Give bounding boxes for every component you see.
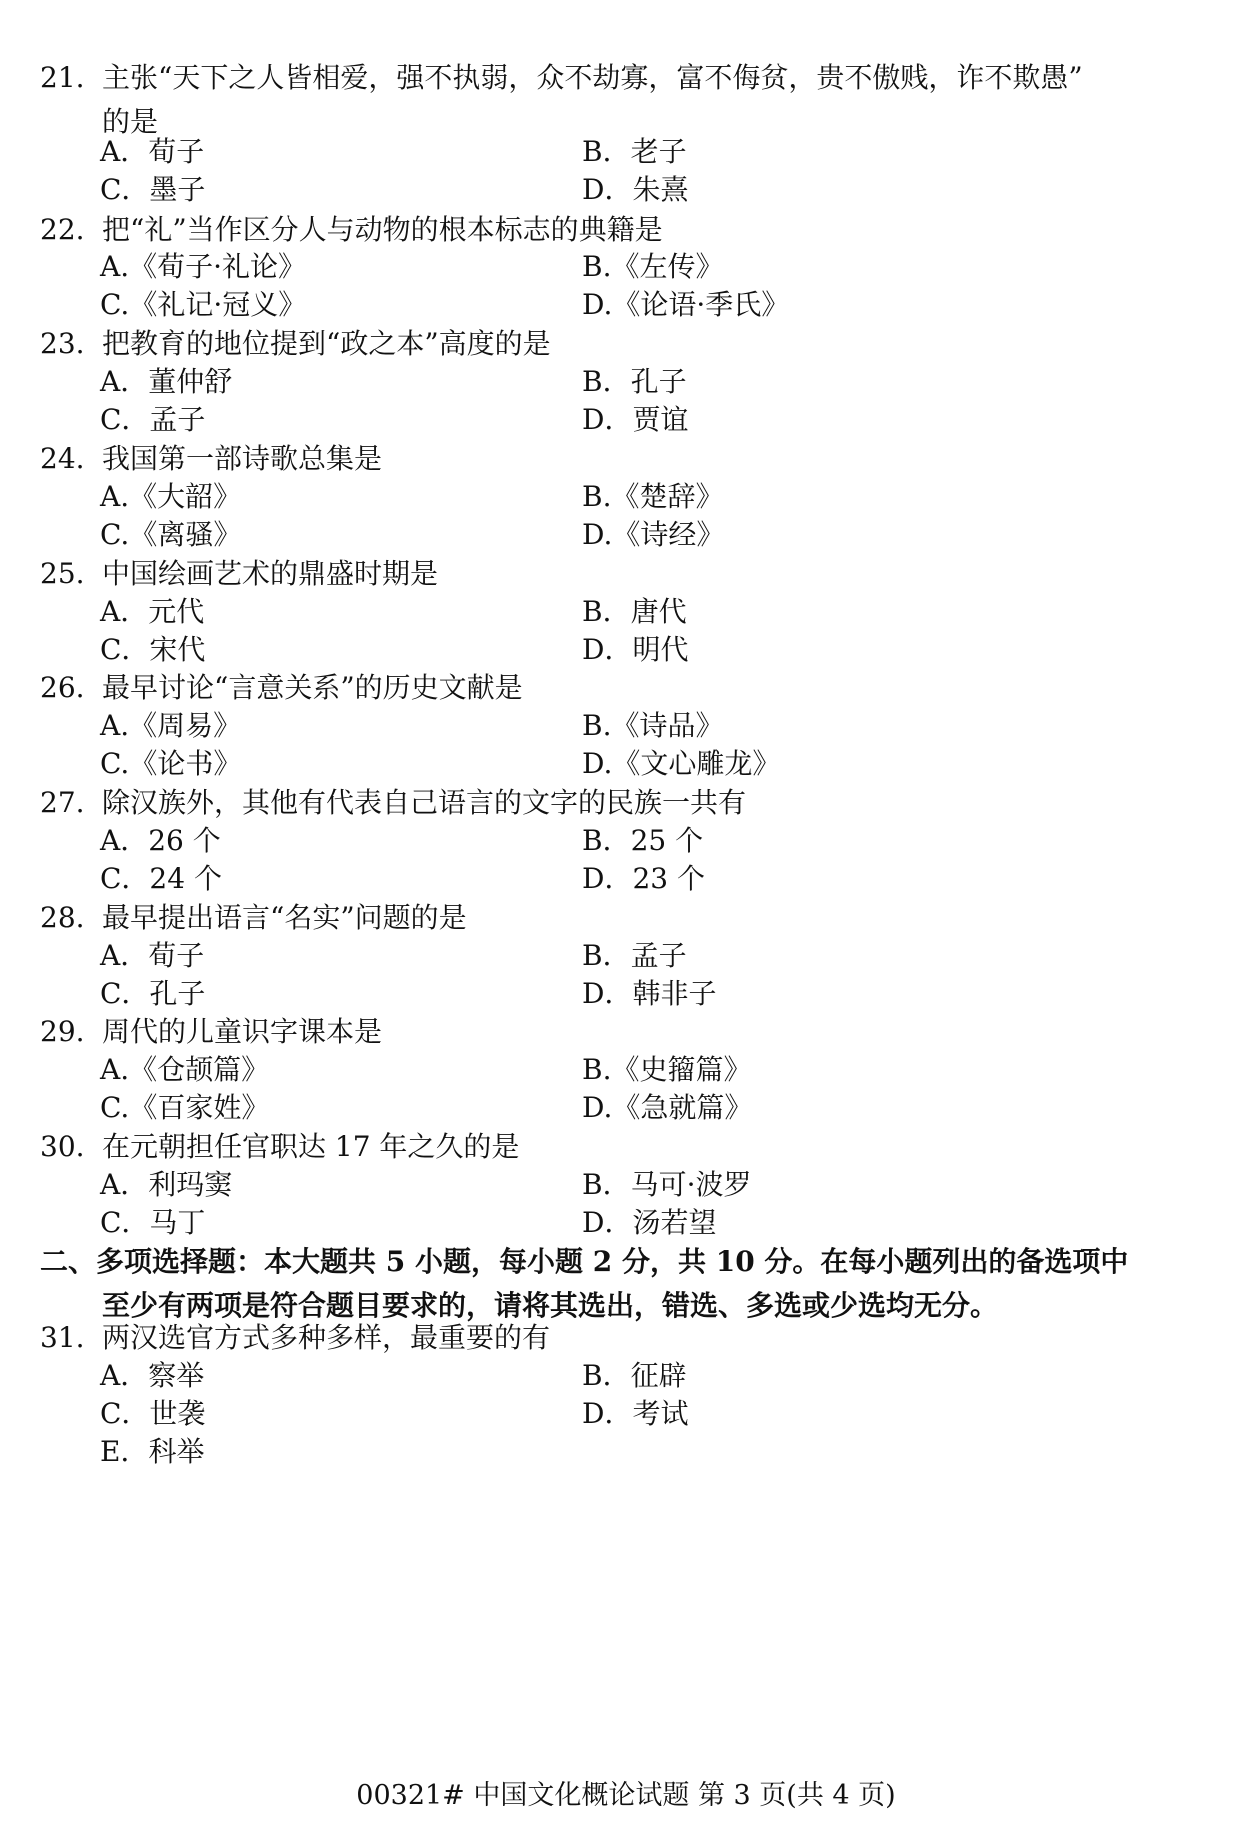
option-d[interactable]: D．23 个: [582, 862, 705, 895]
question-stem: 中国绘画艺术的鼎盛时期是: [102, 557, 439, 590]
option-a[interactable]: A．元代: [100, 595, 205, 628]
option-c[interactable]: C.《礼记·冠义》: [100, 288, 307, 321]
question-stem: 周代的儿童识字课本是: [102, 1015, 383, 1048]
option-a[interactable]: A.《周易》: [100, 709, 242, 742]
question-number: 22.: [40, 213, 85, 246]
question-number: 28.: [40, 901, 85, 934]
option-a[interactable]: A.《仓颉篇》: [100, 1053, 270, 1086]
option-c[interactable]: C．马丁: [100, 1206, 206, 1239]
option-d[interactable]: D．汤若望: [582, 1206, 717, 1239]
option-b[interactable]: B．孔子: [582, 365, 687, 398]
section-heading-multiple-choice: [40, 1240, 1200, 1328]
option-b[interactable]: B．老子: [582, 135, 687, 168]
page-footer: 00321# 中国文化概论试题 第 3 页(共 4 页): [356, 1780, 896, 1811]
option-c[interactable]: C．24 个: [100, 862, 222, 895]
option-c[interactable]: C．宋代: [100, 633, 206, 666]
option-a[interactable]: A.《荀子·礼论》: [100, 250, 307, 283]
question-stem: 我国第一部诗歌总集是: [102, 442, 383, 475]
option-a[interactable]: A．察举: [100, 1359, 205, 1392]
option-c[interactable]: C.《论书》: [100, 747, 242, 780]
option-c[interactable]: C．世袭: [100, 1397, 206, 1430]
question-number: 29.: [40, 1015, 85, 1048]
option-b[interactable]: B.《左传》: [582, 250, 724, 283]
section-heading-line-2: 至少有两项是符合题目要求的，请将其选出，错选、多选或少选均无分。: [102, 1289, 999, 1322]
option-b[interactable]: B．征辟: [582, 1359, 687, 1392]
option-a[interactable]: A．荀子: [100, 135, 205, 168]
option-b[interactable]: B.《楚辞》: [582, 480, 724, 513]
question-number: 21.: [40, 61, 85, 94]
option-b[interactable]: B．马可·波罗: [582, 1168, 752, 1201]
option-d[interactable]: D．考试: [582, 1397, 689, 1430]
question-number: 25.: [40, 557, 85, 590]
option-b[interactable]: B．25 个: [582, 824, 704, 857]
option-c[interactable]: C.《百家姓》: [100, 1091, 270, 1124]
option-a[interactable]: A．荀子: [100, 939, 205, 972]
question-stem: 把教育的地位提到“政之本”高度的是: [102, 327, 551, 360]
option-a[interactable]: A．董仲舒: [100, 365, 233, 398]
option-c[interactable]: C.《离骚》: [100, 518, 242, 551]
option-d[interactable]: D．韩非子: [582, 977, 717, 1010]
option-c[interactable]: C．孟子: [100, 403, 206, 436]
option-d[interactable]: D．贾谊: [582, 403, 689, 436]
question-stem: 主张“天下之人皆相爱，强不执弱，众不劫寡，富不侮贫，贵不傲贱，诈不欺愚”: [102, 61, 1083, 94]
option-b[interactable]: B.《史籀篇》: [582, 1053, 752, 1086]
option-a[interactable]: A.《大韶》: [100, 480, 242, 513]
question-number: 31.: [40, 1321, 85, 1354]
option-c[interactable]: C．孔子: [100, 977, 206, 1010]
section-heading-line-1: 二、多项选择题：本大题共 5 小题，每小题 2 分，共 10 分。在每小题列出的备选项中: [40, 1245, 1129, 1278]
question-stem: 最早讨论“言意关系”的历史文献是: [102, 671, 523, 704]
question-number: 26.: [40, 671, 85, 704]
option-d[interactable]: D.《诗经》: [582, 518, 725, 551]
option-d[interactable]: D.《文心雕龙》: [582, 747, 781, 780]
option-d[interactable]: D.《论语·季氏》: [582, 288, 790, 321]
question-stem: 把“礼”当作区分人与动物的根本标志的典籍是: [102, 213, 663, 246]
question-number: 30.: [40, 1130, 85, 1163]
option-a[interactable]: A．利玛窦: [100, 1168, 233, 1201]
question-number: 23.: [40, 327, 85, 360]
option-b[interactable]: B.《诗品》: [582, 709, 724, 742]
option-d[interactable]: D．朱熹: [582, 173, 689, 206]
option-e[interactable]: E．科举: [100, 1435, 205, 1468]
question-stem: 除汉族外，其他有代表自己语言的文字的民族一共有: [102, 786, 747, 819]
option-a[interactable]: A．26 个: [100, 824, 221, 857]
option-b[interactable]: B．唐代: [582, 595, 687, 628]
question-number: 24.: [40, 442, 85, 475]
question-stem-continued: 的是: [102, 105, 159, 138]
question-number: 27.: [40, 786, 85, 819]
option-d[interactable]: D.《急就篇》: [582, 1091, 753, 1124]
question-stem: 最早提出语言“名实”问题的是: [102, 901, 467, 934]
option-d[interactable]: D．明代: [582, 633, 689, 666]
question-stem: 两汉选官方式多种多样，最重要的有: [102, 1321, 551, 1354]
question-stem: 在元朝担任官职达 17 年之久的是: [102, 1130, 520, 1163]
option-b[interactable]: B．孟子: [582, 939, 687, 972]
option-c[interactable]: C．墨子: [100, 173, 206, 206]
